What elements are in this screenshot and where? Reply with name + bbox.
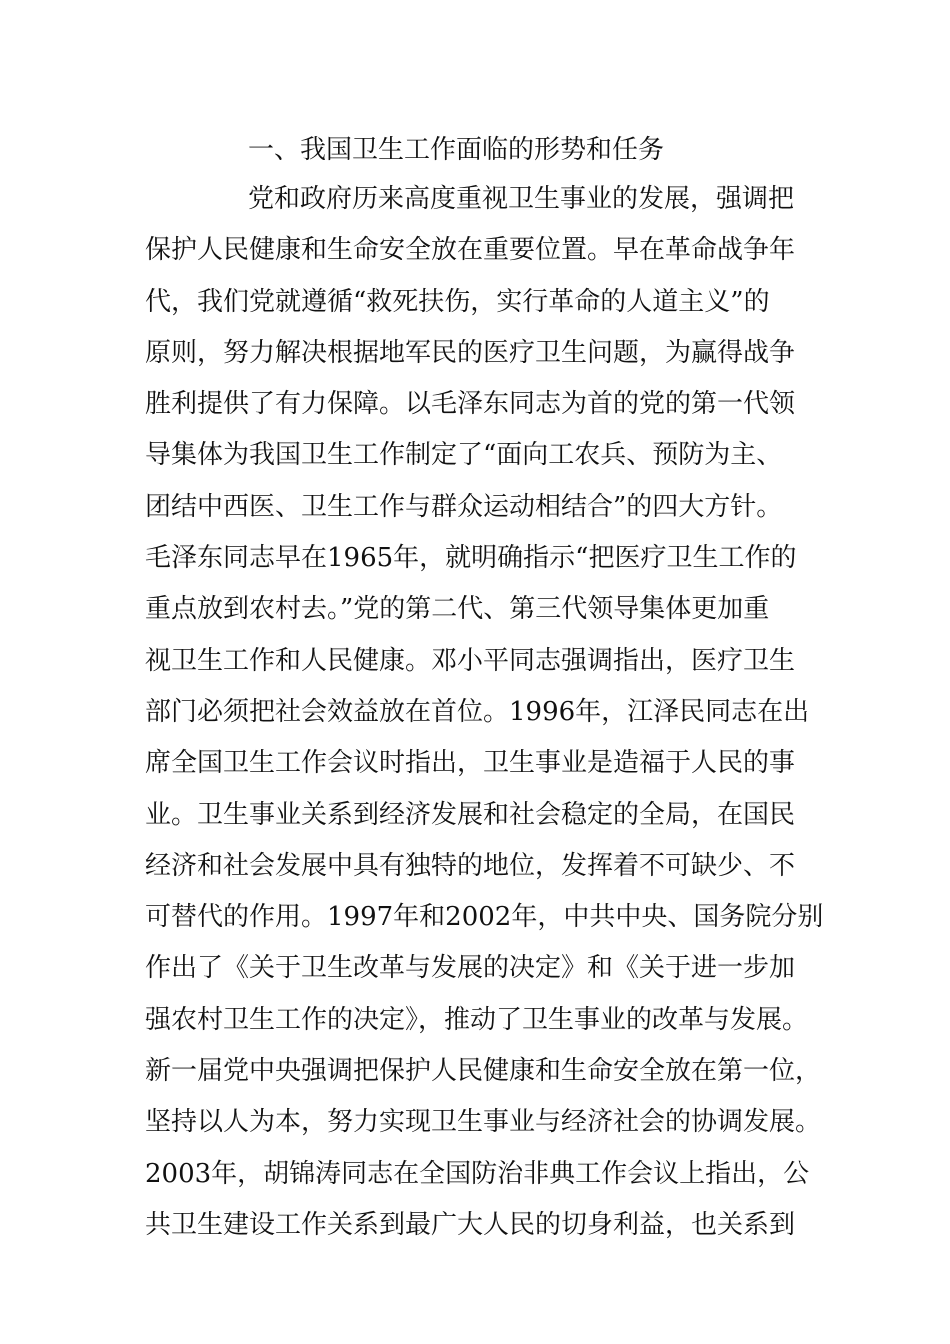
text-line: 毛泽东同志早在1965年，就明确指示“把医疗卫生工作的 bbox=[145, 543, 797, 574]
text-line: 团结中西医、卫生工作与群众运动相结合”的四大方针。 bbox=[145, 491, 783, 522]
text-line: 代，我们党就遵循“救死扶伤，实行革命的人道主义”的 bbox=[145, 286, 770, 317]
section-heading: 一、我国卫生工作面临的形势和任务 bbox=[248, 135, 665, 165]
body-text bbox=[145, 177, 845, 1254]
text-line: 2003年，胡锦涛同志在全国防治非典工作会议上指出，公 bbox=[145, 1158, 810, 1189]
text-line: 强农村卫生工作的决定》，推动了卫生事业的改革与发展。 bbox=[145, 1004, 809, 1035]
text-line: 坚持以人为本，努力实现卫生事业与经济社会的协调发展。 bbox=[145, 1107, 822, 1138]
text-line: 作出了《关于卫生改革与发展的决定》和《关于进一步加 bbox=[145, 953, 796, 984]
text-line: 原则，努力解决根据地军民的医疗卫生问题，为赢得战争 bbox=[145, 337, 796, 368]
text-line: 新一届党中央强调把保护人民健康和生命安全放在第一位， bbox=[145, 1056, 822, 1087]
text-line: 导集体为我国卫生工作制定了“面向工农兵、预防为主、 bbox=[145, 440, 783, 471]
text-line: 党和政府历来高度重视卫生事业的发展，强调把 bbox=[248, 184, 795, 214]
text-line: 部门必须把社会效益放在首位。1996年，江泽民同志在出 bbox=[145, 696, 810, 727]
text-line: 视卫生工作和人民健康。邓小平同志强调指出，医疗卫生 bbox=[145, 645, 796, 676]
text-line: 胜利提供了有力保障。以毛泽东同志为首的党的第一代领 bbox=[145, 389, 796, 420]
text-line: 席全国卫生工作会议时指出，卫生事业是造福于人民的事 bbox=[145, 748, 796, 779]
text-line: 业。卫生事业关系到经济发展和社会稳定的全局，在国民 bbox=[145, 799, 796, 830]
text-line: 重点放到农村去。”党的第二代、第三代领导集体更加重 bbox=[145, 594, 770, 625]
text-line: 共卫生建设工作关系到最广大人民的切身利益，也关系到 bbox=[145, 1209, 796, 1240]
text-line: 经济和社会发展中具有独特的地位，发挥着不可缺少、不 bbox=[145, 850, 796, 881]
text-line: 可替代的作用。1997年和2002年，中共中央、国务院分别 bbox=[145, 902, 824, 933]
text-line: 保护人民健康和生命安全放在重要位置。早在革命战争年 bbox=[145, 235, 796, 266]
